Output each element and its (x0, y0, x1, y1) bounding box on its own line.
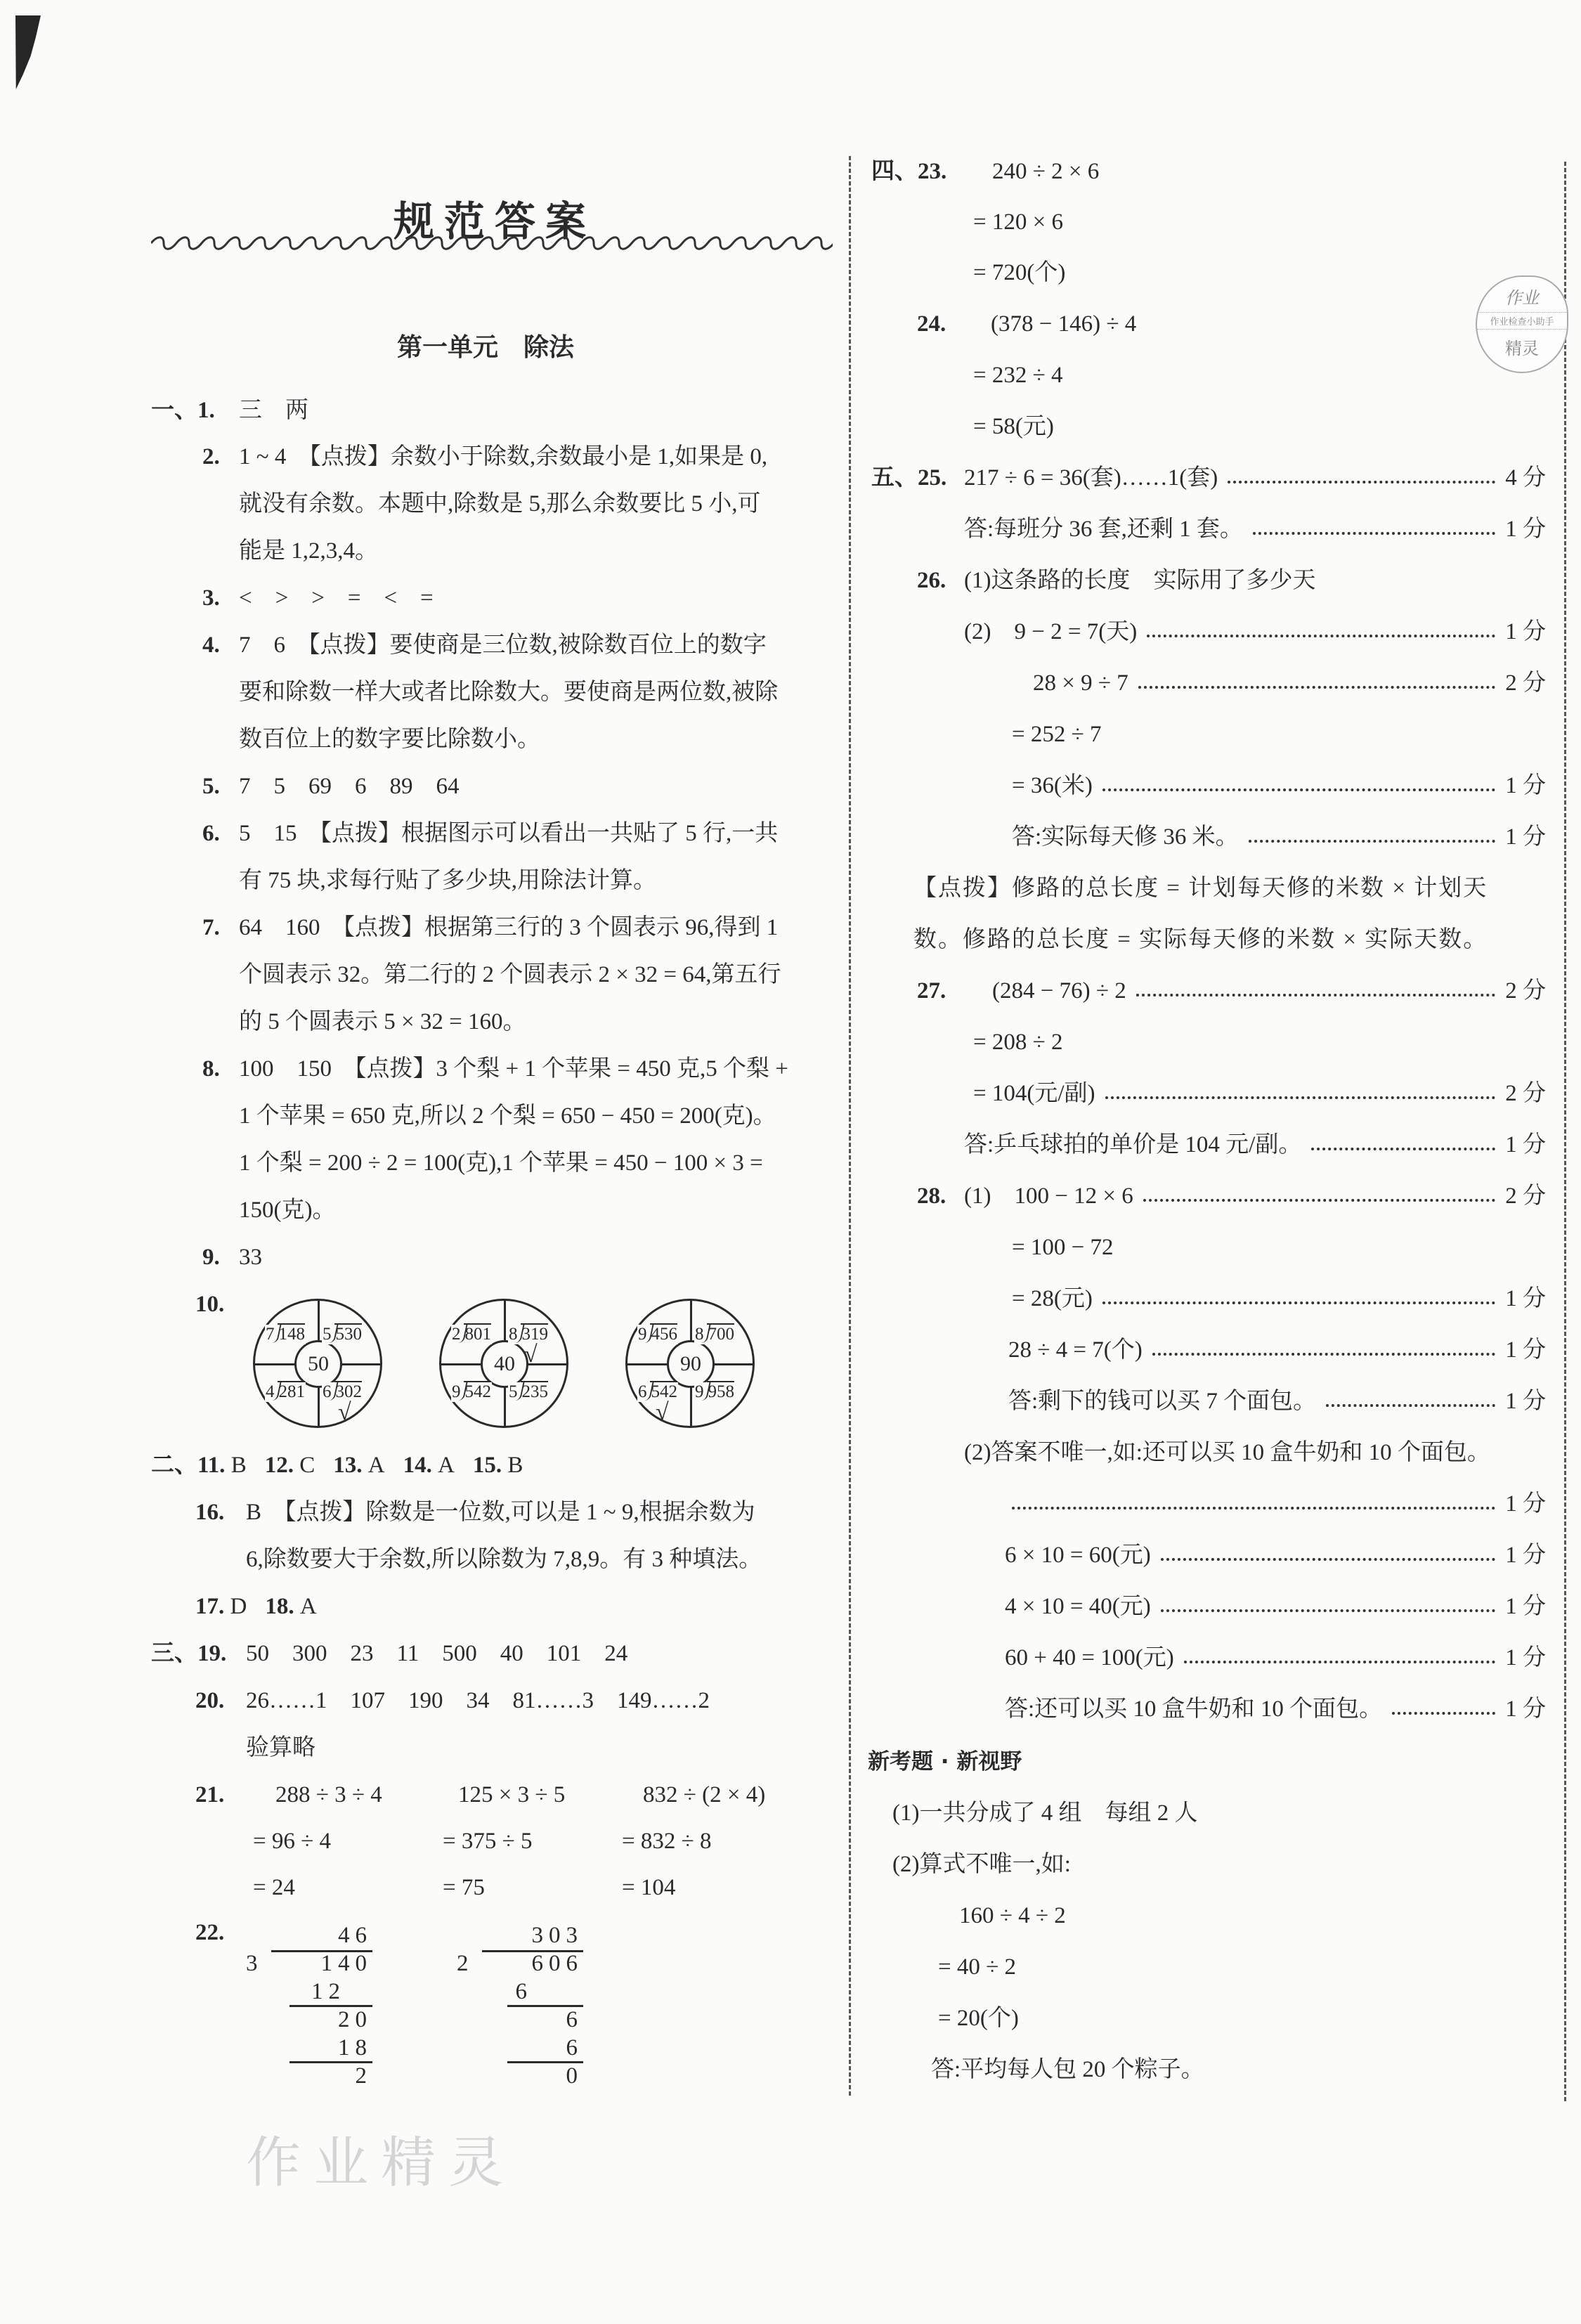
q21-calc-line: = 75 (443, 1875, 485, 1900)
bonus-part1: (1)一共分成了 4 组 每组 2 人 (892, 1800, 1198, 1826)
q26-tip-line2: 数。修路的总长度 = 实际每天修的米数 × 实际天数。 (913, 927, 1488, 952)
check-mark-icon: √ (656, 1399, 669, 1425)
q28-part2: (2)答案不唯一,如:还可以买 10 盒牛奶和 10 个面包。 (964, 1440, 1490, 1465)
q10-num: 10. (195, 1292, 225, 1317)
q21-num: 21. (195, 1782, 225, 1807)
bonus-line2: = 40 ÷ 2 (938, 1954, 1016, 1980)
q5-answer: 7 5 69 6 89 64 (239, 774, 460, 799)
q28-answer1: 答:剩下的钱可以买 7 个面包。 1 分 (1008, 1389, 1546, 1414)
q8-answer: 100 150 【点拨】3 个梨 + 1 个苹果 = 450 克,5 个梨 + (239, 1056, 788, 1082)
dividend: 606 (531, 1951, 583, 1976)
wheel-division-bl: 6 542 (638, 1382, 677, 1401)
wheel-division-tr: 8 700 (695, 1325, 734, 1344)
q21-calc-line: = 24 (253, 1875, 295, 1900)
q16-tip-line2: 6,除数要大于余数,所以除数为 7,8,9。有 3 种填法。 (246, 1547, 762, 1572)
wheel-division-tl: 7 148 (266, 1325, 305, 1344)
q26-line2: = 252 ÷ 7 (1012, 722, 1102, 747)
long-division-1 (246, 1922, 372, 2091)
scan-corner-mark (15, 15, 41, 89)
q19-answer: 50 300 23 11 500 40 101 24 (246, 1641, 628, 1666)
watermark-bottom: 作业精灵 (246, 2131, 516, 2195)
column-divider (849, 156, 851, 2096)
quotient: 46 (338, 1923, 372, 1948)
q23-label: 四、23. (871, 159, 947, 184)
q25-line: 217 ÷ 6 = 36(套)……1(套) 4 分 (964, 465, 1546, 491)
wheel-division-bl: 4 281 (266, 1382, 305, 1401)
division-step: 18 (338, 2035, 372, 2060)
q26-part1: (1)这条路的长度 实际用了多少天 (964, 568, 1316, 593)
q19-label: 三、19. (151, 1641, 227, 1666)
page-title: 规范答案 (393, 197, 597, 245)
division-bracket (482, 1950, 583, 1952)
q6-num: 6. (202, 821, 220, 846)
q20-note: 验算略 (246, 1735, 315, 1760)
quotient: 303 (531, 1923, 583, 1948)
q5-num: 5. (202, 774, 220, 799)
q11-15-row: 二、11. B 12. C 13. A 14. A 15. B (151, 1453, 523, 1478)
unit-heading (397, 327, 574, 363)
q4-num: 4. (202, 632, 220, 658)
q21-calc-line: 288 ÷ 3 ÷ 4 (275, 1782, 382, 1807)
wheel-division-br: 5 235 (509, 1382, 548, 1401)
q27-num: 27. (917, 978, 946, 1004)
q6-answer: 5 15 【点拨】根据图示可以看出一共贴了 5 行,一共 (239, 821, 779, 846)
q8-tip-line3: 1 个梨 = 200 ÷ 2 = 100(克),1 个苹果 = 450 − 100 × 3 = (239, 1150, 763, 1176)
q2-tip-line3: 能是 1,2,3,4。 (239, 538, 378, 564)
q4-tip-line3: 数百位上的数字要比除数小。 (239, 727, 540, 752)
q21-calc-line: 125 × 3 ÷ 5 (458, 1782, 566, 1807)
check-mark-icon: √ (524, 1342, 538, 1368)
q3-answer: < > > = < = (239, 585, 434, 611)
q26-line1: 28 × 9 ÷ 7 2 分 (1033, 670, 1546, 696)
q27-line3: = 104(元/副) 2 分 (973, 1081, 1546, 1106)
bonus-part2: (2)算式不唯一,如: (892, 1852, 1071, 1877)
division-wheel (253, 1299, 382, 1428)
wheel-division-tl: 2 801 (452, 1325, 491, 1344)
q8-tip-line2: 1 个苹果 = 650 克,所以 2 个梨 = 650 − 450 = 200(克)。 (239, 1103, 776, 1129)
division-step: 2 (355, 2063, 372, 2089)
right-margin-divider (1564, 162, 1566, 2101)
q25-answer: 答:每班分 36 套,还剩 1 套。 1 分 (964, 517, 1546, 542)
q1-answer: 三 两 (239, 398, 308, 423)
dividend: 140 (320, 1951, 372, 1976)
q21-calc-line: = 375 ÷ 5 (443, 1829, 533, 1854)
wheel-center-value: 50 (294, 1340, 342, 1388)
q24-line3: = 58(元) (973, 414, 1054, 439)
division-step: 20 (338, 2007, 372, 2032)
q26-tip-line1: 【点拨】修路的总长度 = 计划每天修的米数 × 计划天 (913, 876, 1488, 901)
division-wheel (625, 1299, 755, 1428)
q24-line2: = 232 ÷ 4 (973, 363, 1063, 388)
wheel-division-tl: 9 456 (638, 1325, 677, 1344)
q28-line3: = 28(元) 1 分 (1012, 1286, 1546, 1311)
division-step: 6 (566, 2035, 583, 2060)
q4-answer: 7 6 【点拨】要使商是三位数,被除数百位上的数字 (239, 632, 767, 658)
q9-num: 9. (202, 1245, 220, 1270)
wheel-center-value: 90 (667, 1340, 715, 1388)
division-wheel (439, 1299, 568, 1428)
q22-num: 22. (195, 1920, 225, 1945)
choice-answer: 14. A (403, 1453, 455, 1478)
q28-answer2: 答:还可以买 10 盒牛奶和 10 个面包。 1 分 (1005, 1696, 1546, 1722)
division-step: 12 (311, 1979, 346, 2004)
q28-bread: 4 × 10 = 40(元) 1 分 (1005, 1594, 1546, 1619)
divisor: 2 (457, 1951, 474, 1976)
check-mark-icon: √ (338, 1399, 351, 1425)
q8-tip-line4: 150(克)。 (239, 1197, 336, 1223)
q28-part2-score: 1 分 (1012, 1490, 1546, 1518)
choice-answer: 11. B (197, 1453, 247, 1478)
wheel-division-bl: 9 542 (452, 1382, 491, 1401)
q23-line1: 240 ÷ 2 × 6 (992, 159, 1100, 184)
q21-calc-line: 832 ÷ (2 × 4) (643, 1782, 766, 1807)
q7-tip-line3: 的 5 个圆表示 5 × 32 = 160。 (239, 1009, 526, 1034)
division-step: 0 (566, 2063, 583, 2089)
q24-line1: (378 − 146) ÷ 4 (991, 311, 1137, 337)
q16-answer: B 【点拨】除数是一位数,可以是 1 ~ 9,根据余数为 (246, 1500, 755, 1525)
division-step: 6 (515, 1979, 533, 2004)
q26-answer: 答:实际每天修 36 米。 1 分 (1012, 824, 1546, 850)
q28-milk: 6 × 10 = 60(元) 1 分 (1005, 1543, 1546, 1568)
choice-answer: 12. C (264, 1453, 315, 1478)
q2-tip-line2: 就没有余数。本题中,除数是 5,那么余数要比 5 小,可 (239, 491, 761, 517)
q23-line3: = 720(个) (973, 260, 1066, 285)
q28-line1: (1) 100 − 12 × 6 2 分 (964, 1183, 1546, 1209)
choice-answer: 18. A (265, 1594, 317, 1619)
q28-line4: 28 ÷ 4 = 7(个) 1 分 (1008, 1337, 1546, 1363)
bonus-line3: = 20(个) (938, 2006, 1019, 2031)
q23-line2: = 120 × 6 (973, 209, 1063, 235)
q28-line2: = 100 − 72 (1012, 1235, 1114, 1260)
q2-num: 2. (202, 444, 220, 469)
q24-num: 24. (917, 311, 946, 337)
long-division-2 (457, 1922, 583, 2091)
q4-tip-line2: 要和除数一样大或者比除数大。要使商是两位数,被除 (239, 680, 779, 705)
q16-num: 16. (195, 1500, 225, 1525)
q6-tip-line2: 有 75 块,求每行贴了多少块,用除法计算。 (239, 868, 656, 893)
wave-divider (151, 235, 833, 251)
q26-line3: = 36(米) 1 分 (1012, 773, 1546, 798)
q21-calc-line: = 104 (622, 1875, 676, 1900)
wheel-division-br: 6 302 (323, 1382, 362, 1401)
q21-calc-line: = 96 ÷ 4 (253, 1829, 331, 1854)
q26-part2: (2) 9 − 2 = 7(天) 1 分 (964, 619, 1546, 644)
division-step: 6 (566, 2007, 583, 2032)
q27-line2: = 208 ÷ 2 (973, 1030, 1063, 1055)
bonus-answer: 答:平均每人包 20 个粽子。 (931, 2057, 1204, 2082)
wheel-division-tr: 8 319 (509, 1325, 548, 1344)
q20-answer: 26……1 107 190 34 81……3 149……2 (246, 1688, 710, 1713)
division-bracket (271, 1950, 372, 1952)
q3-num: 3. (202, 585, 220, 611)
stamp-logo: 作业 作业检查小助手 精灵 (1476, 275, 1568, 373)
unit-name: 第一单元 (397, 332, 499, 362)
q7-tip-line2: 个圆表示 32。第二行的 2 个圆表示 2 × 32 = 64,第五行 (239, 962, 781, 987)
q1-label: 一、1. (151, 398, 215, 423)
q26-num: 26. (917, 568, 946, 593)
q17-18-row (195, 1592, 335, 1621)
bonus-line1: 160 ÷ 4 ÷ 2 (959, 1903, 1066, 1928)
q7-num: 7. (202, 915, 220, 940)
choice-answer: 13. A (333, 1453, 385, 1478)
choice-answer: 15. B (472, 1453, 523, 1478)
q20-num: 20. (195, 1688, 225, 1713)
divisor: 3 (246, 1951, 264, 1976)
bonus-heading: 新考题 · 新视野 (868, 1749, 1022, 1774)
q21-calc-line: = 832 ÷ 8 (622, 1829, 712, 1854)
q7-answer: 64 160 【点拨】根据第三行的 3 个圆表示 96,得到 1 (239, 915, 779, 940)
q25-label: 五、25. (871, 465, 947, 491)
q28-num: 28. (917, 1183, 946, 1209)
q2-answer: 1 ~ 4 【点拨】余数小于除数,余数最小是 1,如果是 0, (239, 444, 768, 469)
wheel-division-br: 9 958 (695, 1382, 734, 1401)
choice-answer: 17. D (195, 1594, 247, 1619)
q27-line1: (284 − 76) ÷ 2 2 分 (992, 978, 1546, 1004)
unit-topic: 除法 (523, 332, 575, 362)
q28-total: 60 + 40 = 100(元) 1 分 (1005, 1645, 1546, 1670)
q27-answer: 答:乒乓球拍的单价是 104 元/副。 1 分 (964, 1132, 1546, 1157)
q9-answer: 33 (239, 1245, 262, 1270)
wheel-division-tr: 5 530 (323, 1325, 362, 1344)
wheel-center-value: 40 (481, 1340, 528, 1388)
q8-num: 8. (202, 1056, 220, 1082)
